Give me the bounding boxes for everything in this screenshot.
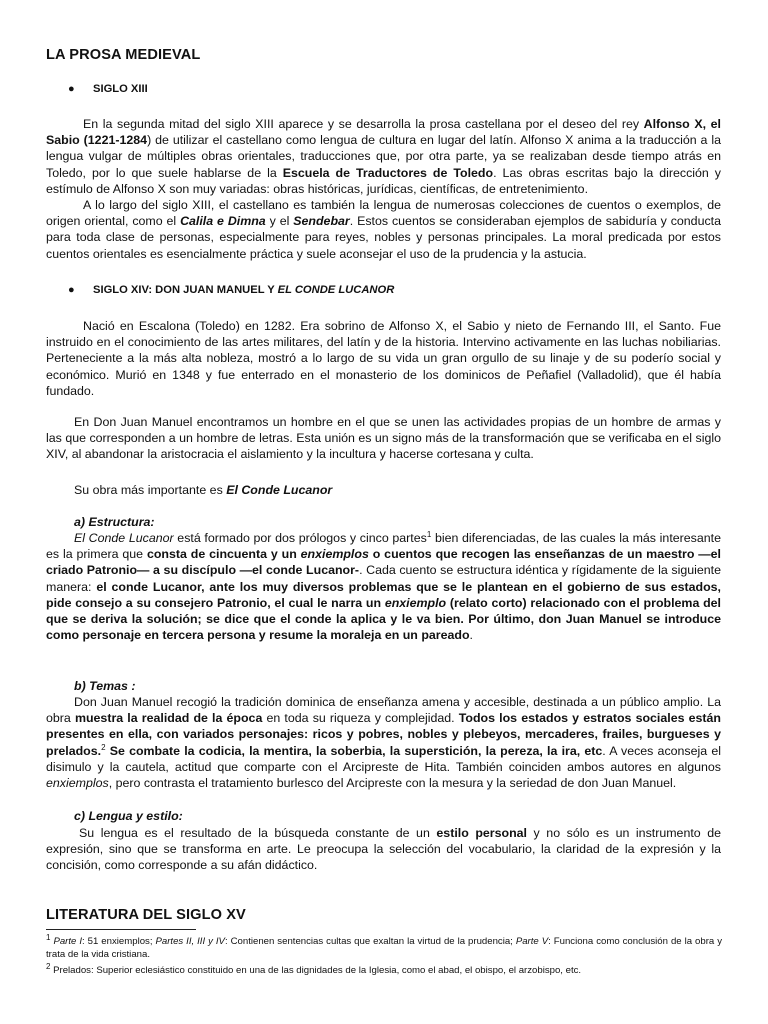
- text-run: ) de utilizar el castellano como lengua de cultura en lugar del latín. Alfonso X anima a la traducción a la lengua vulgar de múltiples obras orientales, traducciones que, por otra parte, ya se realizaban desde tiempo atrás en Toledo, por lo que suele hablarse de la: [46, 133, 722, 180]
- footnote-divider: [46, 929, 196, 930]
- text-run: consta de cincuenta y un: [146, 547, 301, 562]
- footnote-marker: 2: [101, 742, 106, 752]
- text-run: . Las obras escritas bajo la dirección y estímulo de Alfonso X son muy variadas: obras históricas, jurídicas, científicas, de entretenimiento.: [46, 165, 721, 196]
- text-run: A lo largo del siglo XIII, el castellano es también la lengua de numerosas colecciones de cuentos o exemplos, de origen oriental, como el: [46, 198, 721, 229]
- bullet-icon: ●: [68, 83, 75, 95]
- text-run: .: [469, 628, 473, 643]
- text-run: enxiemplo: [384, 595, 447, 610]
- paragraph-lengua-estilo: [46, 825, 721, 874]
- section-title-siglo-xv: LITERATURA DEL SIGLO XV: [46, 907, 246, 923]
- text-run: En Don Juan Manuel encontramos un hombre en el que se unen las actividades propias de un hombre de armas y las que corresponden a un hombre de letras. Esta unión es un signo más de la transformación que se verificaba en el siglo XIV, al abandonar la aristocracia el aislamiento y la incultura y hacerse cortesana y culta.: [46, 415, 721, 462]
- text-run: bien diferenciadas, de las cuales la más interesante es la primera que: [46, 531, 721, 562]
- paragraph-hombre-de-armas: [46, 414, 721, 463]
- paragraph-temas: [46, 694, 721, 791]
- section-heading-siglo-xiii: SIGLO XIII: [93, 83, 148, 95]
- text-run: El Conde Lucanor: [226, 483, 333, 497]
- text-run: Se combate la codicia, la mentira, la soberbia, la superstición, la pereza, la ira, etc: [105, 743, 603, 758]
- footnote-marker: 1: [426, 529, 432, 539]
- text-run: Don Juan Manuel recogió la tradición dominica de enseñanza amena y accesible, destinada a un público amplio. La obra: [46, 695, 721, 726]
- page-title: LA PROSA MEDIEVAL: [46, 47, 201, 63]
- text-run: Su lengua es el resultado de la búsqueda constante de un: [79, 826, 437, 840]
- text-run: estilo personal: [436, 826, 527, 840]
- footnote-1: [46, 932, 723, 961]
- text-run: Parte I: [53, 936, 83, 947]
- section-heading-siglo-xiv: [93, 282, 394, 298]
- paragraph-siglo-xiii-1: [46, 116, 721, 197]
- text-run: : Funciona como conclusión de la obra y trata de la vida cristiana.: [46, 936, 723, 960]
- paragraph-biography: [46, 318, 721, 399]
- subheading-temas: b) Temas :: [74, 679, 136, 693]
- text-run: y no sólo es un instrumento de expresión, sino que se transforma en arte. Le preocupa la selección del vocabulario, la claridad de la expresión y la concisión, como corresponde a su afán didáctico.: [46, 826, 722, 873]
- text-run: : 51 enxiemplos;: [82, 936, 156, 947]
- text-run: . Estos cuentos se consideraban ejemplos de sabiduría y conducta para toda clase de personas, especialmente para reyes, nobles y personas principales. La moral predicada por estos cuentos orientales es esencialmente práctica y suele aconsejar el uso de la prudencia y la astucia.: [46, 214, 721, 261]
- paragraph-estructura: [46, 530, 721, 643]
- text-run: Todos los estados y estratos sociales están presentes en ella, con variados personajes: ricos y pobres, nobles y plebeyos, mercaderes, frailes, burgueses y prelados.: [46, 711, 721, 758]
- text-run: : Contienen sentencias cultas que exaltan la virtud de la prudencia;: [224, 936, 516, 947]
- section-heading-siglo-xiv-text: SIGLO XIV: DON JUAN MANUEL Y: [93, 284, 278, 296]
- text-run: El Conde Lucanor: [74, 531, 174, 545]
- text-run: Nació en Escalona (Toledo) en 1282. Era sobrino de Alfonso X, el Sabio y nieto de Fernando III, el Santo. Fue instruido en el conocimiento de las artes militares, del latín y de la historia. Intervino activamente en las luchas nobiliarias. Perteneciente a la más alta nobleza, mostró a lo largo de su vida un gran orgullo de su linaje y de su poderío social y económico. Murió en 1348 y fue enterrado en el monasterio de los dominicos de Peñafiel (Valladolid), que él había fundado.: [46, 319, 721, 398]
- bullet-icon: ●: [68, 284, 75, 296]
- section-heading-siglo-xiv-italic: EL CONDE LUCANOR: [277, 284, 395, 296]
- text-run: Alfonso X, el Sabio (1221-1284: [46, 117, 721, 148]
- text-run: en toda su riqueza y complejidad.: [262, 711, 459, 726]
- text-run: Escuela de Traductores de Toledo: [282, 165, 494, 180]
- text-run: (relato corto) relacionado con el problema del que se deriva la solución; se dice que el conde la aplica y le va bien. Por último, don Juan Manuel se introduce como personaje en tercera persona y resume la moraleja en un pareado: [46, 595, 721, 643]
- text-run: En la segunda mitad del siglo XIII aparece y se desarrolla la prosa castellana por el deseo del rey: [83, 117, 644, 131]
- text-run: Su obra más importante es: [74, 483, 227, 497]
- text-run: . A veces aconseja el disimulo y la cautela, actitud que comparte con el Arcipreste de Hita. También coinciden ambos autores en algunos: [46, 743, 721, 774]
- text-run: Partes II, III y IV: [155, 936, 225, 947]
- footnote-marker: 1: [46, 932, 51, 942]
- text-run: y el: [265, 214, 294, 229]
- paragraph-siglo-xiii-2: [46, 197, 721, 262]
- text-run: está formado por dos prólogos y cinco partes: [173, 531, 427, 545]
- paragraph-obra-importante: [46, 482, 721, 498]
- text-run: muestra la realidad de la época: [74, 711, 263, 726]
- subheading-estructura: a) Estructura:: [74, 515, 155, 529]
- text-run: . Cada cuento se estructura idéntica y rígidamente de la siguiente manera:: [46, 563, 721, 594]
- text-run: Parte V: [515, 936, 549, 947]
- footnote-2: [46, 961, 722, 977]
- subheading-lengua-estilo: c) Lengua y estilo:: [74, 809, 183, 823]
- text-run: , pero contrasta el tratamiento burlesco del Arcipreste con la mesura y la seriedad de don Juan Manuel.: [108, 776, 677, 791]
- text-run: enxiemplos: [46, 776, 109, 791]
- text-run: Sendebar: [293, 214, 350, 229]
- text-run: el conde Lucanor, ante los muy diversos problemas que se le plantean en el gobierno de sus estados, pide consejo a su consejero Patronio, el cual le narra un: [46, 579, 721, 610]
- text-run: Prelados: Superior eclesiástico constituido en una de las dignidades de la Iglesia, como el abad, el obispo, el arzobispo, etc.: [50, 965, 582, 976]
- text-run: enxiemplos: [300, 547, 369, 562]
- footnote-marker: 2: [46, 961, 51, 971]
- text-run: Calila e Dimna: [180, 214, 266, 229]
- text-run: o cuentos que recogen las enseñanzas de un maestro —el criado Patronio— a su discípulo —el conde Lucanor-: [46, 547, 721, 578]
